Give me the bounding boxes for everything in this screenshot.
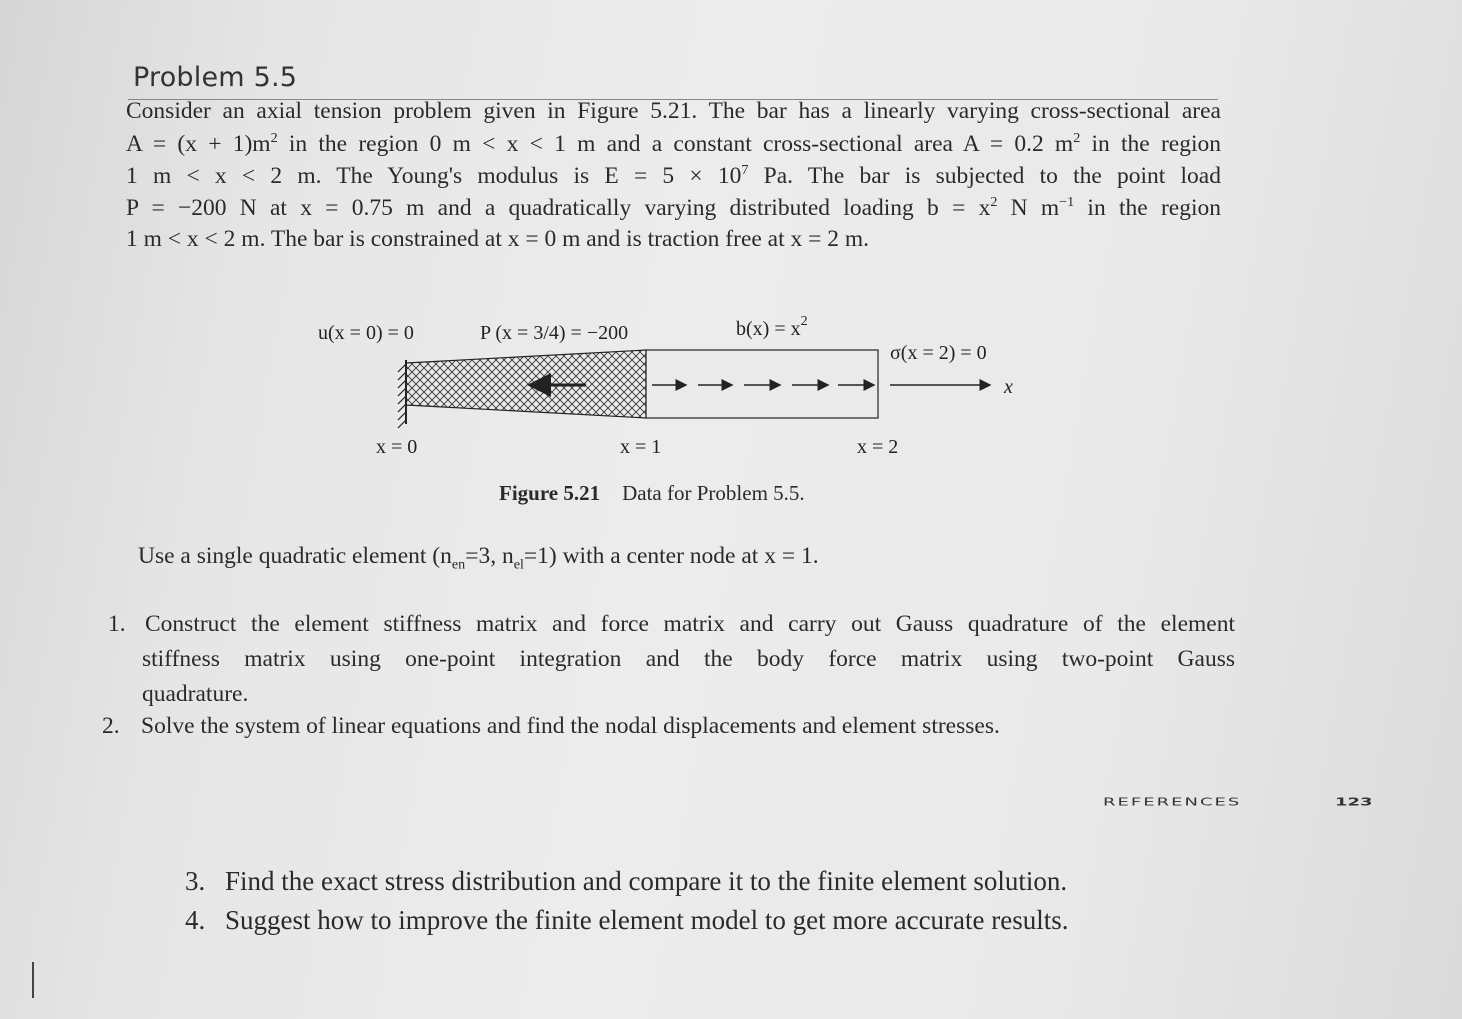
- statement-line-1: Consider an axial tension problem given in Figure 5.21. The bar has a linearly varying cross-sectional area: [126, 98, 1221, 124]
- question-4-number: 4.: [185, 905, 206, 935]
- instruction-sub1: en: [451, 556, 466, 573]
- instruction-a: Use a single quadratic element (n: [138, 543, 452, 569]
- statement-line-4a: P = −200 N at x = 0.75 m and a quadratically varying distributed loading b = x: [126, 194, 991, 221]
- tick-2: x = 2: [857, 436, 899, 458]
- caption-text: Data for Problem 5.5.: [622, 481, 805, 505]
- question-1-line-1: Construct the element stiffness matrix and force matrix and carry out Gauss quadrature of the element: [145, 611, 1235, 637]
- sup-2b: 2: [1073, 130, 1081, 146]
- statement-line-4: [126, 194, 1221, 222]
- statement-line-3a: 1 m < x < 2 m. The Young's modulus is E = 5 × 10: [126, 162, 742, 189]
- label-b-sup: 2: [800, 314, 808, 329]
- question-2-line-1: Solve the system of linear equations and find the nodal displacements and element stresses.: [141, 713, 1000, 739]
- statement-line-2b: in the region 0 m < x < 1 m and a constant cross-sectional area A = 0.2 m: [277, 130, 1074, 157]
- sup-2c: 2: [990, 194, 998, 210]
- wall-hatch: [398, 364, 406, 428]
- statement-line-2a: A = (x + 1)m: [126, 130, 271, 157]
- constant-section: [646, 350, 878, 418]
- statement-line-4b: N m: [997, 194, 1060, 221]
- instruction: [138, 543, 819, 574]
- label-axis: x: [1004, 376, 1013, 398]
- question-4-line-1: Suggest how to improve the finite element model to get more accurate results.: [225, 905, 1069, 935]
- problem-heading: Problem 5.5: [133, 62, 298, 93]
- bar-figure: [300, 300, 1060, 465]
- sup-7: 7: [741, 162, 749, 178]
- label-u: u(x = 0) = 0: [318, 322, 414, 344]
- question-2-number: 2.: [102, 713, 120, 739]
- label-b-main: b(x) = x: [736, 318, 801, 340]
- statement-line-3b: Pa. The bar is subjected to the point load: [748, 162, 1221, 189]
- figure-caption: [499, 481, 805, 506]
- instruction-c: =1) with a center node at x = 1.: [523, 543, 819, 569]
- label-b: [736, 314, 808, 340]
- label-sigma: σ(x = 2) = 0: [890, 342, 987, 364]
- statement-line-2: [126, 130, 1221, 158]
- question-1-number: 1.: [108, 611, 126, 637]
- question-1-line-2: stiffness matrix using one-point integration and the body force matrix using two-point Gauss: [142, 646, 1235, 672]
- page-edge-mark: [32, 962, 34, 998]
- tick-0: x = 0: [376, 436, 418, 458]
- sup-2a: 2: [270, 130, 278, 146]
- statement-line-5: 1 m < x < 2 m. The bar is constrained at x = 0 m and is traction free at x = 2 m.: [126, 226, 870, 252]
- instruction-sub2: el: [513, 556, 524, 573]
- instruction-b: =3, n: [465, 543, 514, 569]
- next-page-header: REFERENCES: [1103, 796, 1242, 809]
- statement-line-4c: in the region: [1074, 194, 1221, 221]
- statement-line-2c: in the region: [1080, 130, 1222, 157]
- next-page-number: 123: [1335, 796, 1373, 809]
- caption-bold: Figure 5.21: [499, 481, 601, 505]
- question-3-number: 3.: [185, 866, 206, 896]
- question-1-line-3: quadrature.: [142, 681, 249, 707]
- statement-line-3: [126, 162, 1221, 190]
- label-p: P (x = 3/4) = −200: [480, 322, 629, 344]
- sup-neg1: −1: [1059, 194, 1075, 210]
- tick-1: x = 1: [620, 436, 662, 458]
- tapered-section: [406, 350, 646, 418]
- question-3-line-1: Find the exact stress distribution and compare it to the finite element solution.: [225, 866, 1068, 896]
